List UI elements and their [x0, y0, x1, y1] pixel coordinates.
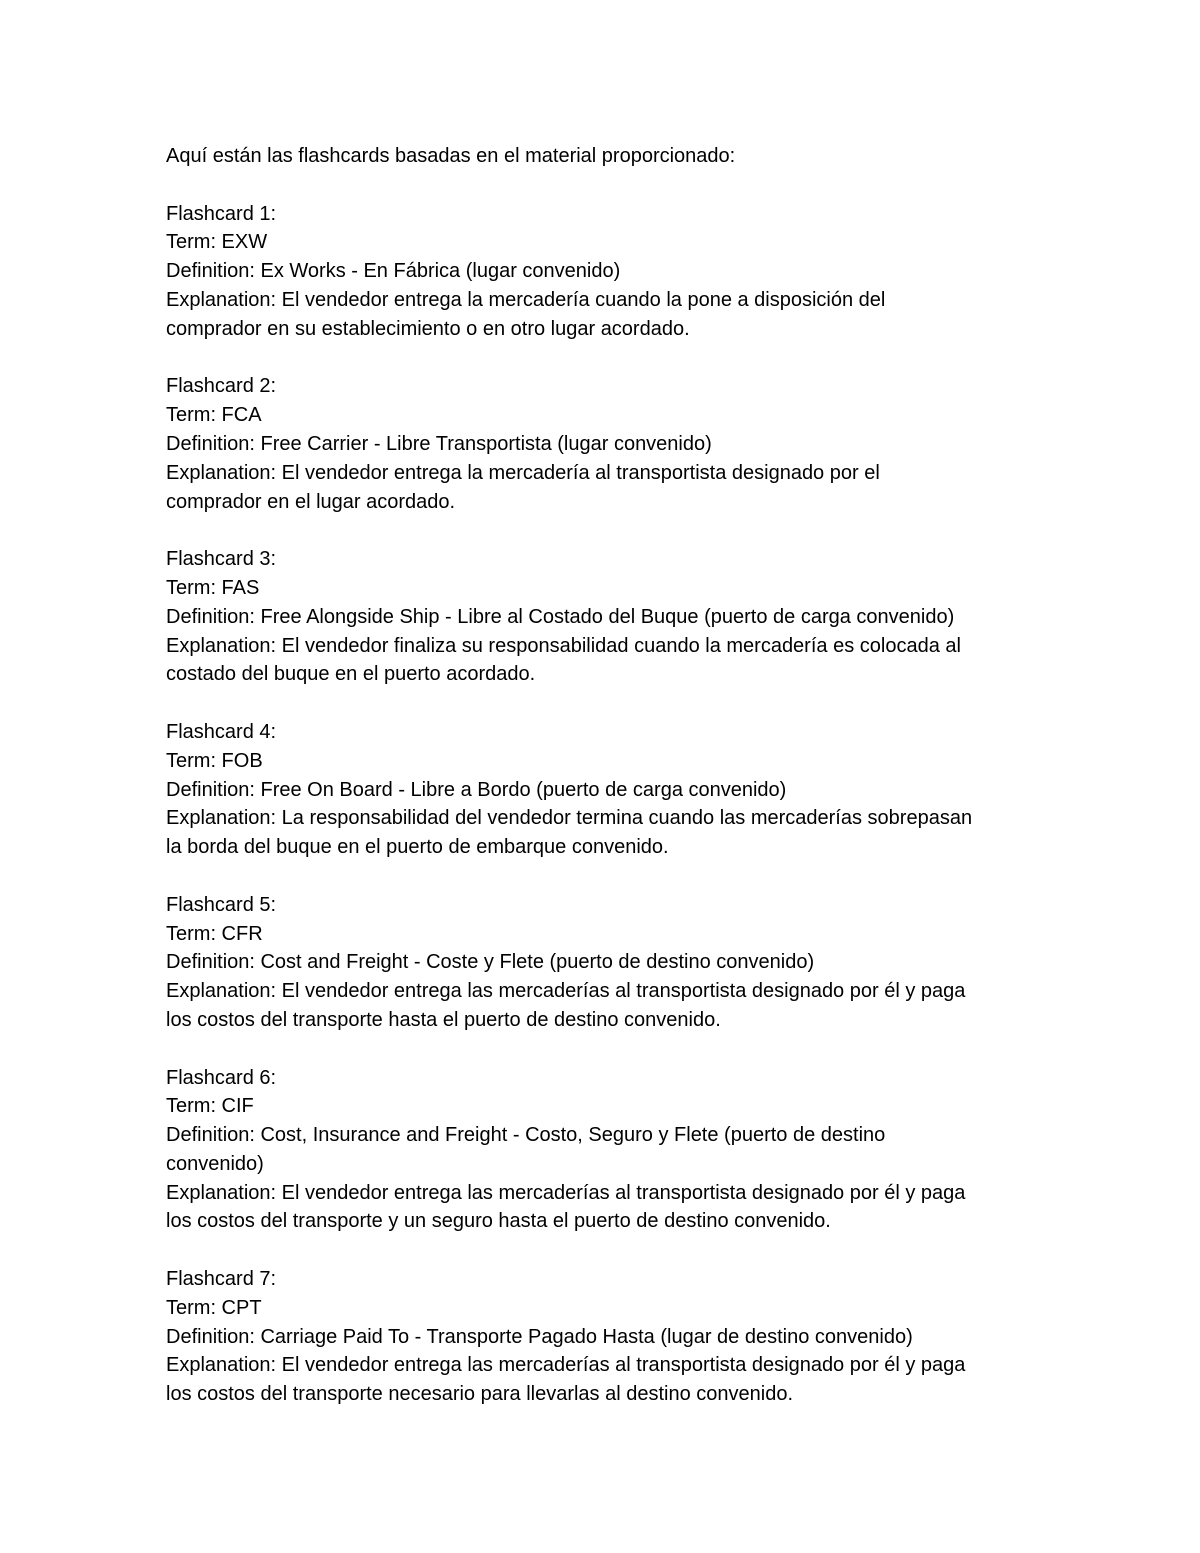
flashcard-definition: Definition: Free Alongside Ship - Libre al Costado del Buque (puerto de carga convenido) [166, 605, 955, 628]
flashcard-term: Term: CIF [166, 1095, 254, 1118]
flashcard-heading: Flashcard 3: [166, 548, 277, 571]
flashcard-explanation: comprador en el lugar acordado. [166, 490, 456, 513]
flashcard-term: Term: CFR [166, 922, 263, 945]
flashcard-definition: Definition: Free Carrier - Libre Transportista (lugar convenido) [166, 432, 712, 455]
flashcard-explanation: la borda del buque en el puerto de embarque convenido. [166, 836, 669, 859]
flashcard-heading: Flashcard 4: [166, 720, 277, 743]
document-page [166, 142, 1066, 1438]
flashcard-explanation: los costos del transporte necesario para llevarlas al destino convenido. [166, 1383, 794, 1406]
flashcard-definition: convenido) [166, 1152, 264, 1175]
flashcard-explanation: Explanation: La responsabilidad del vendedor termina cuando las mercaderías sobrepasan [166, 807, 973, 830]
flashcard-explanation: Explanation: El vendedor entrega las mercaderías al transportista designado por él y paga [166, 1181, 966, 1204]
flashcard-heading: Flashcard 5: [166, 893, 277, 916]
flashcard [166, 372, 1066, 516]
flashcard [166, 545, 1066, 689]
flashcard-definition: Definition: Cost and Freight - Coste y Flete (puerto de destino convenido) [166, 951, 815, 974]
flashcard-explanation: Explanation: El vendedor finaliza su responsabilidad cuando la mercadería es colocada al [166, 634, 961, 657]
flashcard-definition: Definition: Cost, Insurance and Freight - Costo, Seguro y Flete (puerto de destino [166, 1124, 886, 1147]
flashcard-explanation: costado del buque en el puerto acordado. [166, 663, 536, 686]
flashcard-term: Term: CPT [166, 1296, 262, 1319]
flashcard-term: Term: FAS [166, 576, 260, 599]
flashcard-explanation: los costos del transporte hasta el puerto de destino convenido. [166, 1008, 721, 1031]
flashcard [166, 718, 1066, 862]
flashcard-definition: Definition: Free On Board - Libre a Bordo (puerto de carga convenido) [166, 778, 787, 801]
flashcard-term: Term: FOB [166, 749, 263, 772]
flashcard-explanation: Explanation: El vendedor entrega la mercadería cuando la pone a disposición del [166, 288, 886, 311]
flashcard-heading: Flashcard 6: [166, 1066, 277, 1089]
flashcard-explanation: comprador en su establecimiento o en otro lugar acordado. [166, 317, 690, 340]
flashcard-term: Term: EXW [166, 231, 268, 254]
flashcard-term: Term: FCA [166, 404, 262, 427]
flashcard-definition: Definition: Carriage Paid To - Transporte Pagado Hasta (lugar de destino convenido) [166, 1325, 913, 1348]
flashcard [166, 200, 1066, 344]
flashcard-heading: Flashcard 2: [166, 375, 277, 398]
flashcard-definition: Definition: Ex Works - En Fábrica (lugar convenido) [166, 260, 621, 283]
flashcard-explanation: Explanation: El vendedor entrega las mercaderías al transportista designado por él y paga [166, 1354, 966, 1377]
flashcard [166, 1265, 1066, 1409]
flashcard-heading: Flashcard 1: [166, 202, 277, 225]
flashcard-list [166, 200, 1066, 1409]
flashcard-explanation: Explanation: El vendedor entrega las mercaderías al transportista designado por él y paga [166, 980, 966, 1003]
flashcard-explanation: Explanation: El vendedor entrega la mercadería al transportista designado por el [166, 461, 880, 484]
intro-text: Aquí están las flashcards basadas en el material proporcionado: [166, 145, 736, 167]
flashcard [166, 1064, 1066, 1237]
flashcard-explanation: los costos del transporte y un seguro hasta el puerto de destino convenido. [166, 1210, 831, 1233]
flashcard-heading: Flashcard 7: [166, 1268, 277, 1291]
flashcard [166, 891, 1066, 1035]
